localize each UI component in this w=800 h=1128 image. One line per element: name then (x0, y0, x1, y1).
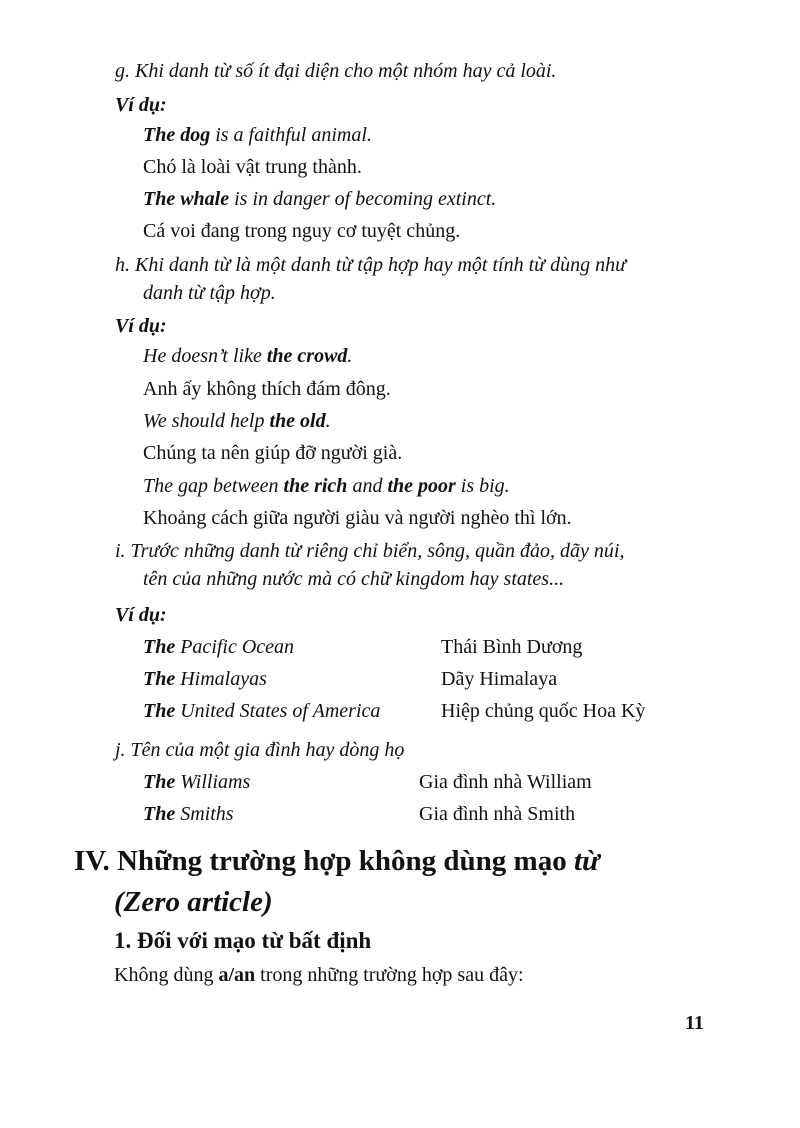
example-vi: Khoảng cách giữa người giàu và người nghèo thì lớn. (143, 507, 572, 529)
example-vi: Dãy Himalaya (441, 668, 558, 690)
example-rest: is a faithful animal. (210, 124, 372, 146)
example-vi: Chúng ta nên giúp đỡ người già. (143, 442, 403, 464)
rule-j-title: j. Tên của một gia đình hay dòng họ (115, 739, 405, 761)
example-vi: Chó là loài vật trung thành. (143, 156, 362, 178)
article-term: a/an (218, 964, 256, 986)
article-phrase: the crowd (266, 345, 348, 367)
rule-i-title-cont: tên của những nước mà có chữ kingdom hay states... (143, 568, 565, 590)
example-en (143, 769, 250, 795)
example-rest: Williams (175, 771, 251, 793)
example-vi: Thái Bình Dương (441, 636, 583, 658)
example-rest: The gap between (143, 475, 284, 497)
text-part: Không dùng (114, 964, 219, 986)
example-rest: We should help (143, 410, 270, 432)
subsection-heading: 1. Đối với mạo từ bất định (114, 928, 372, 953)
example-vi: Gia đình nhà Smith (419, 803, 576, 825)
example-rest: Pacific Ocean (175, 636, 295, 658)
article-phrase: The whale (143, 188, 230, 210)
example-en (143, 801, 234, 827)
article-phrase: the poor (387, 475, 456, 497)
section-heading-text: IV. Những trường hợp không dùng mạo (74, 845, 574, 877)
example-vi: Gia đình nhà William (419, 771, 592, 793)
text-part: trong những trường hợp sau đây: (255, 964, 524, 986)
example-en (143, 343, 352, 369)
article: The (143, 636, 176, 658)
subsection-text (114, 962, 524, 988)
example-en (143, 473, 510, 499)
example-en (143, 186, 496, 212)
page-number: 11 (685, 1012, 704, 1034)
example-vi: Cá voi đang trong nguy cơ tuyệt chủng. (143, 220, 461, 242)
article: The (143, 700, 176, 722)
example-en (143, 698, 380, 724)
rule-h-title-cont: danh từ tập hợp. (143, 282, 276, 304)
example-label: Ví dụ: (115, 315, 167, 337)
example-rest: United States of America (175, 700, 381, 722)
example-rest: is big. (455, 475, 510, 497)
example-rest: and (347, 475, 388, 497)
example-label: Ví dụ: (115, 604, 167, 626)
section-subheading: (Zero article) (114, 886, 273, 918)
example-en (143, 666, 267, 692)
example-en (143, 634, 294, 660)
article-phrase: the old (269, 410, 326, 432)
article: The (143, 771, 176, 793)
article-phrase: the rich (283, 475, 348, 497)
rule-h-title: h. Khi danh từ là một danh từ tập hợp hay một tính từ dùng như (115, 254, 626, 276)
example-rest: Himalayas (175, 668, 267, 690)
example-rest: Smiths (175, 803, 234, 825)
article-phrase: The dog (143, 124, 211, 146)
article: The (143, 803, 176, 825)
example-en (143, 122, 372, 148)
article: The (143, 668, 176, 690)
example-end: . (325, 410, 331, 432)
example-end: . (347, 345, 353, 367)
example-vi: Anh ấy không thích đám đông. (143, 378, 391, 400)
rule-i-title: i. Trước những danh từ riêng chỉ biển, sông, quần đảo, dãy núi, (115, 540, 625, 562)
section-heading-italic: từ (573, 845, 600, 877)
rule-g-title: g. Khi danh từ số ít đại diện cho một nhóm hay cả loài. (115, 60, 557, 82)
section-heading (74, 843, 599, 879)
example-label: Ví dụ: (115, 94, 167, 116)
example-rest: He doesn’t like (143, 345, 267, 367)
example-rest: is in danger of becoming extinct. (229, 188, 497, 210)
example-en (143, 408, 331, 434)
example-vi: Hiệp chủng quốc Hoa Kỳ (441, 700, 646, 722)
